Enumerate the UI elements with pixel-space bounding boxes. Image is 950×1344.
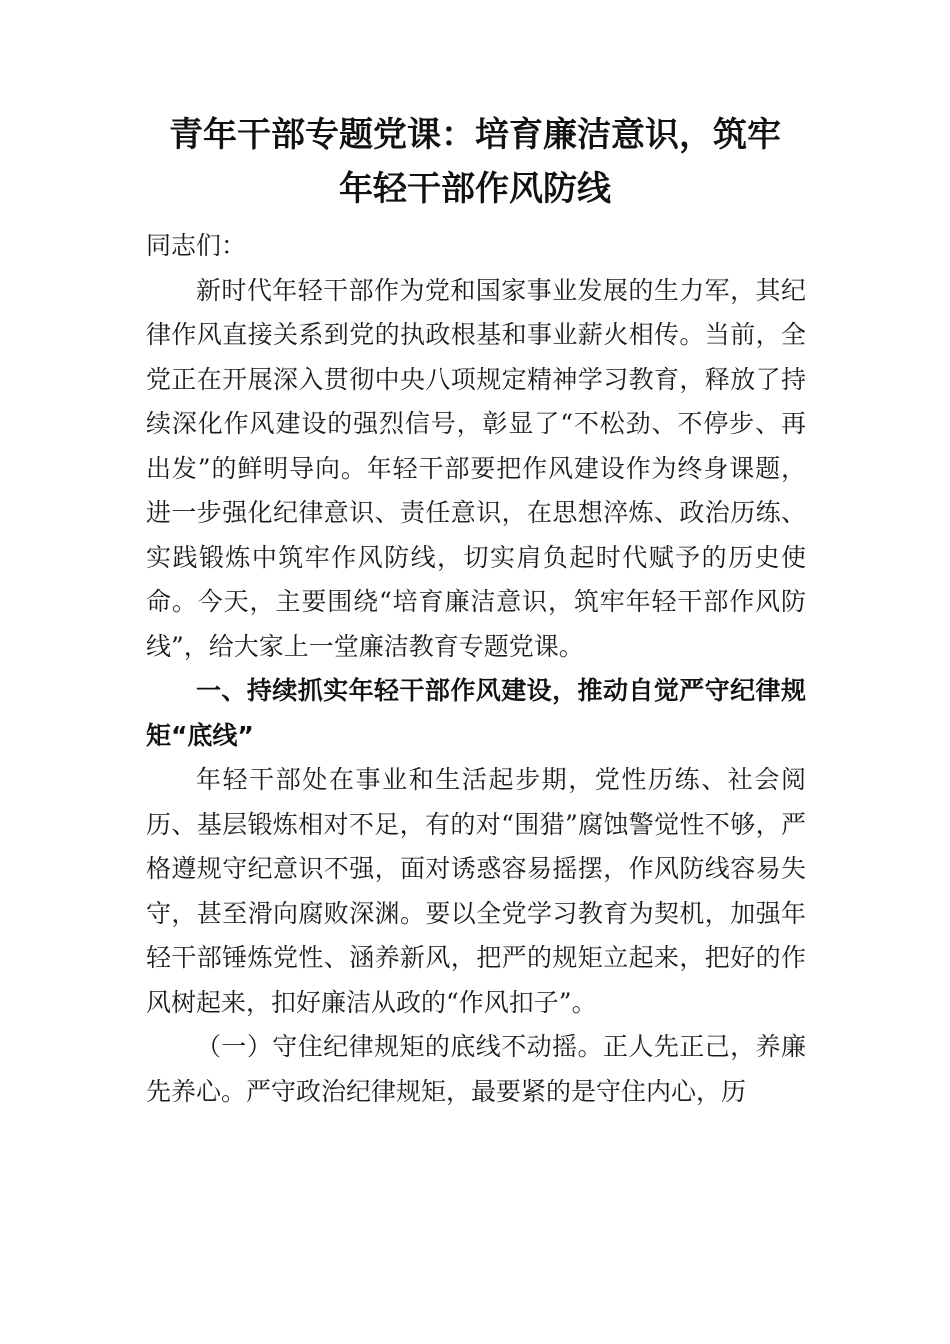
intro-paragraph: 新时代年轻干部作为党和国家事业发展的生力军，其纪律作风直接关系到党的执政根基和事业薪火相传。当前，全党正在开展深入贯彻中央八项规定精神学习教育，释放了持续深化作风建设的强烈信号，彰显了“不松劲、不停步、再出发”的鲜明导向。年轻干部要把作风建设作为终身课题，进一步强化纪律意识、责任意识，在思想淬炼、政治历练、实践锻炼中筑牢作风防线，切实肩负起时代赋予的历史使命。今天，主要围绕“培育廉洁意识，筑牢年轻干部作风防线”，给大家上一堂廉洁教育专题党课。 xyxy=(146,275,806,661)
salutation: 同志们： xyxy=(146,231,247,260)
document-body xyxy=(146,224,806,1114)
section-1-paragraph: 年轻干部处在事业和生活起步期，党性历练、社会阅历、基层锻炼相对不足，有的对“围猎”腐蚀警觉性不够，严格遵规守纪意识不强，面对诱惑容易摇摆，作风防线容易失守，甚至滑向腐败深渊。要以全党学习教育为契机，加强年轻干部锤炼党性、涵养新风，把严的规矩立起来，把好的作风树起来，扣好廉洁从政的“作风扣子”。 xyxy=(146,765,806,1017)
subsection-1-paragraph: （一）守住纪律规矩的底线不动摇。正人先正己，养廉先养心。严守政治纪律规矩，最要紧的是守住内心，历 xyxy=(146,1032,806,1106)
document-title xyxy=(140,108,810,216)
title-line-2: 年轻干部作风防线 xyxy=(339,169,611,209)
title-line-1: 青年干部专题党课：培育廉洁意识，筑牢 xyxy=(169,115,781,155)
section-heading-1: 一、持续抓实年轻干部作风建设，推动自觉严守纪律规矩“底线” xyxy=(146,676,806,750)
